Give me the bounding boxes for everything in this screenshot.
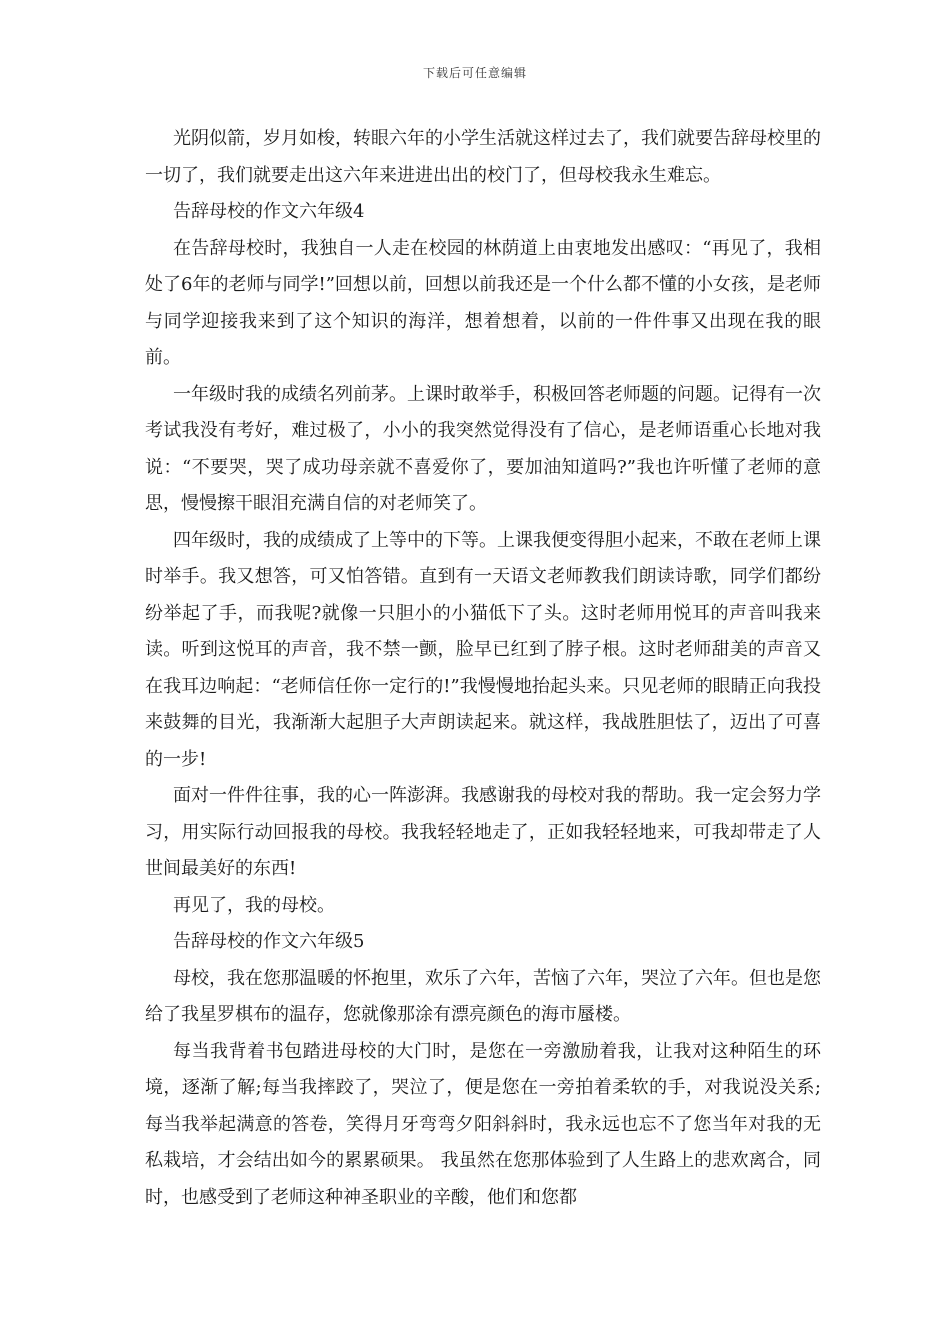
paragraph-6: 再见了，我的母校。 — [173, 894, 335, 916]
paragraph-5: 面对一件件往事，我的心一阵澎湃。我感谢我的母校对我的帮助。我一定会努力学习，用实际行动回报我的母校。我我轻轻地走了，正如我轻轻地来，可我却带走了人世间最美好的东西! — [145, 785, 821, 879]
section-heading-5: 告辞母校的作文六年级5 — [173, 931, 365, 952]
document-body — [145, 121, 821, 1216]
paragraph-8: 每当我背着书包踏进母校的大门时，是您在一旁激励着我，让我对这种陌生的环境，逐渐了解;每当我摔跤了，哭泣了，便是您在一旁拍着柔软的手，对我说没关系;每当我举起满意的答卷，笑得月牙弯弯夕阳斜斜时，我永远也忘不了您当年对我的无私栽培，才会结出如今的累累硕果。 我虽然在您那体验到了人生路上的悲欢离合，同时，也感受到了老师这种神圣职业的辛酸，他们和您都 — [145, 1040, 821, 1208]
paragraph-4: 四年级时，我的成绩成了上等中的下等。上课我便变得胆小起来，不敢在老师上课时举手。我又想答，可又怕答错。直到有一天语文老师教我们朗读诗歌，同学们都纷纷举起了手，而我呢?就像一只胆小的小猫低下了头。这时老师用悦耳的声音叫我来读。听到这悦耳的声音，我不禁一颤，脸早已红到了脖子根。这时老师甜美的声音又在我耳边响起：“老师信任你一定行的!”我慢慢地抬起头来。只见老师的眼睛正向我投来鼓舞的目光，我渐渐大起胆子大声朗读起来。就这样，我战胜胆怯了，迈出了可喜的一步! — [145, 529, 821, 770]
section-heading-4: 告辞母校的作文六年级4 — [173, 201, 365, 222]
paragraph-2: 在告辞母校时，我独自一人走在校园的林荫道上由衷地发出感叹：“再见了，我相处了6年的老师与同学!”回想以前，回想以前我还是一个什么都不懂的小女孩，是老师与同学迎接我来到了这个知识的海洋，想着想着，以前的一件件事又出现在我的眼前。 — [145, 237, 821, 368]
page-header: 下载后可任意编辑 — [422, 66, 527, 80]
paragraph-7: 母校，我在您那温暖的怀抱里，欢乐了六年，苦恼了六年，哭泣了六年。但也是您给了我星罗棋布的温存，您就像那涂有漂亮颜色的海市蜃楼。 — [145, 967, 821, 1025]
paragraph-1: 光阴似箭，岁月如梭，转眼六年的小学生活就这样过去了，我们就要告辞母校里的一切了，我们就要走出这六年来进进出出的校门了，但母校我永生难忘。 — [145, 128, 821, 186]
paragraph-3: 一年级时我的成绩名列前茅。上课时敢举手，积极回答老师题的问题。记得有一次考试我没有考好，难过极了，小小的我突然觉得没有了信心，是老师语重心长地对我说：“不要哭，哭了成功母亲就不喜爱你了，要加油知道吗?”我也许听懂了老师的意思，慢慢擦干眼泪充满自信的对老师笑了。 — [145, 383, 821, 514]
